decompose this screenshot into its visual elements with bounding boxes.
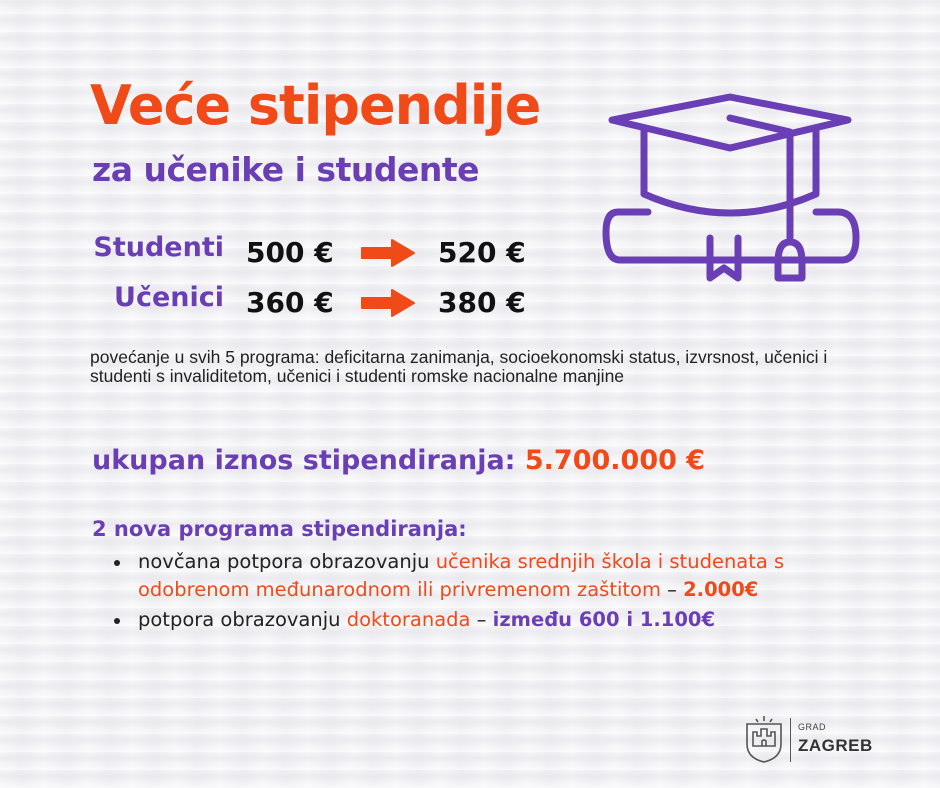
pupils-row [0,282,560,322]
new-amount: 520 € [438,235,526,269]
graduation-cap-icon [598,92,862,292]
item-highlight: doktoranada [346,608,471,631]
logo-city-name: ZAGREB [798,736,873,755]
arrow-right-icon [358,288,418,318]
new-amount: 380 € [438,285,526,319]
row-label: Učenici [114,282,224,313]
bullet-icon [114,560,120,566]
grad-zagreb-logo [740,712,873,768]
item-text: novčana potpora obrazovanju [138,550,436,573]
bullet-icon [114,618,120,624]
page-title: Veće stipendije [90,74,541,137]
logo-divider [790,718,791,762]
total-amount: 5.700.000 € [524,445,706,476]
page-subtitle: za učenike i studente [92,150,479,189]
item-text: potpora obrazovanju [138,608,347,631]
item-amount: između 600 i 1.100€ [492,608,716,631]
total-label: ukupan iznos stipendiranja: [92,445,516,476]
list-item [112,548,862,604]
zagreb-coat-of-arms-icon [744,714,784,764]
arrow-right-icon [358,238,418,268]
students-row [0,232,560,272]
row-label: Studenti [93,232,224,263]
list-item [112,606,862,634]
new-programs-list [112,548,862,636]
item-highlight: učenika srednjih škola i studenata s odobrenom međunarodnom ili privremenom zaštitom [138,550,785,601]
increase-description: povećanje u svih 5 programa: deficitarna zanimanja, socioekonomski status, izvrsnost, učenici i studenti s invaliditetom, učenici i studenti romske nacionalne manjine [90,347,828,386]
old-amount: 360 € [246,285,334,319]
logo-small-text: GRAD [798,722,827,732]
item-separator: – [660,578,684,601]
new-programs-title: 2 nova programa stipendiranja: [92,517,467,541]
item-amount: 2.000€ [683,578,759,601]
total-amount-line [92,445,705,476]
old-amount: 500 € [246,235,334,269]
item-separator: – [470,608,493,631]
